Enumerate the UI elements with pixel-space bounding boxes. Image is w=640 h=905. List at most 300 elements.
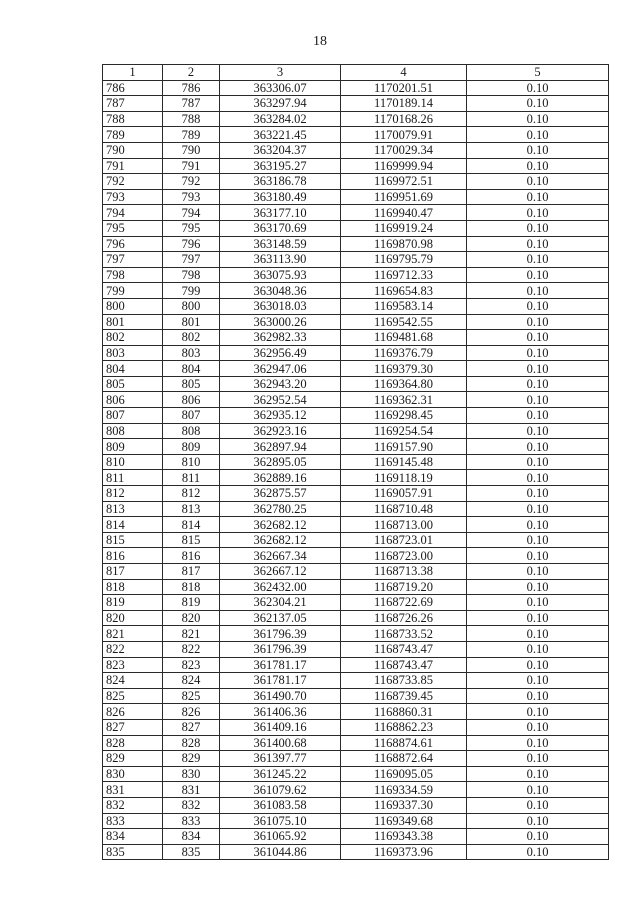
- table-cell: 821: [103, 626, 163, 642]
- table-cell: 362935.12: [220, 408, 341, 424]
- table-cell: 0.10: [467, 766, 609, 782]
- column-header: 3: [220, 65, 341, 81]
- table-cell: 812: [103, 486, 163, 502]
- table-cell: 801: [103, 314, 163, 330]
- table-cell: 1169095.05: [341, 766, 467, 782]
- table-cell: 796: [103, 236, 163, 252]
- table-cell: 825: [163, 688, 220, 704]
- table-cell: 829: [103, 751, 163, 767]
- table-row: [103, 439, 609, 455]
- table-cell: 810: [163, 454, 220, 470]
- table-row: [103, 205, 609, 221]
- table-cell: 830: [103, 766, 163, 782]
- table-cell: 363148.59: [220, 236, 341, 252]
- table-cell: 802: [163, 330, 220, 346]
- table-cell: 1168862.23: [341, 719, 467, 735]
- table-cell: 363204.37: [220, 142, 341, 158]
- table-row: [103, 797, 609, 813]
- table-cell: 361409.16: [220, 719, 341, 735]
- table-header-row: [103, 65, 609, 81]
- table-cell: 0.10: [467, 252, 609, 268]
- table-cell: 1168743.47: [341, 657, 467, 673]
- table-row: [103, 548, 609, 564]
- table-cell: 0.10: [467, 641, 609, 657]
- table-cell: 1168872.64: [341, 751, 467, 767]
- table-cell: 1168739.45: [341, 688, 467, 704]
- table-cell: 361781.17: [220, 673, 341, 689]
- table-cell: 0.10: [467, 298, 609, 314]
- table-row: [103, 80, 609, 96]
- table-cell: 813: [163, 501, 220, 517]
- table-cell: 362682.12: [220, 517, 341, 533]
- table-cell: 795: [163, 220, 220, 236]
- table-row: [103, 220, 609, 236]
- table-row: [103, 470, 609, 486]
- table-row: [103, 517, 609, 533]
- table-cell: 1168722.69: [341, 595, 467, 611]
- table-cell: 808: [163, 423, 220, 439]
- table-cell: 786: [163, 80, 220, 96]
- table-cell: 797: [103, 252, 163, 268]
- table-cell: 835: [163, 844, 220, 860]
- table-cell: 1169376.79: [341, 345, 467, 361]
- table-cell: 0.10: [467, 220, 609, 236]
- table-cell: 362432.00: [220, 579, 341, 595]
- table-cell: 1169481.68: [341, 330, 467, 346]
- table-cell: 362889.16: [220, 470, 341, 486]
- table-cell: 361781.17: [220, 657, 341, 673]
- table-cell: 820: [163, 610, 220, 626]
- table-cell: 1168726.26: [341, 610, 467, 626]
- table-cell: 834: [163, 829, 220, 845]
- table-cell: 792: [163, 174, 220, 190]
- table-cell: 362304.21: [220, 595, 341, 611]
- table-row: [103, 829, 609, 845]
- table-cell: 361065.92: [220, 829, 341, 845]
- table-cell: 787: [163, 96, 220, 112]
- table-row: [103, 330, 609, 346]
- table-cell: 1169337.30: [341, 797, 467, 813]
- table-cell: 0.10: [467, 314, 609, 330]
- table-cell: 362667.12: [220, 564, 341, 580]
- table-cell: 362943.20: [220, 376, 341, 392]
- table-cell: 794: [163, 205, 220, 221]
- table-cell: 1169919.24: [341, 220, 467, 236]
- table-cell: 803: [163, 345, 220, 361]
- table-cell: 0.10: [467, 501, 609, 517]
- table-cell: 361079.62: [220, 782, 341, 798]
- table-row: [103, 595, 609, 611]
- table-cell: 0.10: [467, 704, 609, 720]
- page-number: 18: [313, 34, 327, 49]
- table-cell: 0.10: [467, 626, 609, 642]
- table-cell: 362897.94: [220, 439, 341, 455]
- table-row: [103, 189, 609, 205]
- table-cell: 817: [103, 564, 163, 580]
- table-cell: 1168743.47: [341, 641, 467, 657]
- table-cell: 817: [163, 564, 220, 580]
- table-row: [103, 96, 609, 112]
- table-cell: 808: [103, 423, 163, 439]
- table-cell: 361245.22: [220, 766, 341, 782]
- table-cell: 793: [163, 189, 220, 205]
- table-cell: 1169157.90: [341, 439, 467, 455]
- table-cell: 799: [163, 283, 220, 299]
- table-cell: 1169362.31: [341, 392, 467, 408]
- table-cell: 788: [103, 111, 163, 127]
- table-cell: 361406.36: [220, 704, 341, 720]
- table-cell: 787: [103, 96, 163, 112]
- table-cell: 792: [103, 174, 163, 190]
- table-cell: 362875.57: [220, 486, 341, 502]
- table-cell: 809: [103, 439, 163, 455]
- table-row: [103, 626, 609, 642]
- table-cell: 829: [163, 751, 220, 767]
- table-cell: 361400.68: [220, 735, 341, 751]
- table-cell: 1169343.38: [341, 829, 467, 845]
- table-cell: 0.10: [467, 174, 609, 190]
- table-cell: 794: [103, 205, 163, 221]
- column-header: 1: [103, 65, 163, 81]
- table-cell: 1170189.14: [341, 96, 467, 112]
- table-cell: 362895.05: [220, 454, 341, 470]
- table-cell: 786: [103, 80, 163, 96]
- table-row: [103, 423, 609, 439]
- table-cell: 823: [163, 657, 220, 673]
- table-row: [103, 641, 609, 657]
- table-cell: 362780.25: [220, 501, 341, 517]
- table-cell: 0.10: [467, 267, 609, 283]
- table-cell: 0.10: [467, 595, 609, 611]
- table-cell: 1169349.68: [341, 813, 467, 829]
- table-row: [103, 111, 609, 127]
- table-cell: 0.10: [467, 392, 609, 408]
- table-cell: 805: [103, 376, 163, 392]
- table-cell: 1168723.01: [341, 532, 467, 548]
- table-row: [103, 283, 609, 299]
- table-cell: 363177.10: [220, 205, 341, 221]
- table-cell: 0.10: [467, 345, 609, 361]
- table-row: [103, 454, 609, 470]
- table-cell: 1169951.69: [341, 189, 467, 205]
- table-cell: 1169298.45: [341, 408, 467, 424]
- table-cell: 1169254.54: [341, 423, 467, 439]
- table-row: [103, 392, 609, 408]
- table-cell: 1169145.48: [341, 454, 467, 470]
- table-cell: 831: [163, 782, 220, 798]
- table-cell: 1169654.83: [341, 283, 467, 299]
- table-cell: 1168713.38: [341, 564, 467, 580]
- table-cell: 804: [103, 361, 163, 377]
- table-cell: 819: [163, 595, 220, 611]
- table-cell: 1168723.00: [341, 548, 467, 564]
- table-cell: 825: [103, 688, 163, 704]
- table-cell: 0.10: [467, 532, 609, 548]
- table-cell: 1169795.79: [341, 252, 467, 268]
- table-cell: 1169334.59: [341, 782, 467, 798]
- table-row: [103, 735, 609, 751]
- table-cell: 362137.05: [220, 610, 341, 626]
- table-cell: 791: [103, 158, 163, 174]
- table-row: [103, 610, 609, 626]
- table-cell: 798: [103, 267, 163, 283]
- table-row: [103, 142, 609, 158]
- table-cell: 0.10: [467, 610, 609, 626]
- table-cell: 0.10: [467, 673, 609, 689]
- table-cell: 827: [163, 719, 220, 735]
- table-row: [103, 408, 609, 424]
- table-cell: 361796.39: [220, 641, 341, 657]
- table-cell: 828: [163, 735, 220, 751]
- table-row: [103, 766, 609, 782]
- table-cell: 0.10: [467, 376, 609, 392]
- table-cell: 0.10: [467, 813, 609, 829]
- table-cell: 361397.77: [220, 751, 341, 767]
- table-cell: 0.10: [467, 96, 609, 112]
- table-cell: 824: [103, 673, 163, 689]
- table-cell: 363186.78: [220, 174, 341, 190]
- table-cell: 802: [103, 330, 163, 346]
- table-cell: 362947.06: [220, 361, 341, 377]
- table-row: [103, 361, 609, 377]
- table-cell: 800: [103, 298, 163, 314]
- table-row: [103, 564, 609, 580]
- table-cell: 0.10: [467, 657, 609, 673]
- table-cell: 803: [103, 345, 163, 361]
- table-cell: 1169940.47: [341, 205, 467, 221]
- table-cell: 0.10: [467, 439, 609, 455]
- column-header: 4: [341, 65, 467, 81]
- table-cell: 1169379.30: [341, 361, 467, 377]
- table-cell: 361796.39: [220, 626, 341, 642]
- table-cell: 805: [163, 376, 220, 392]
- table-cell: 795: [103, 220, 163, 236]
- table-cell: 1168710.48: [341, 501, 467, 517]
- table-cell: 363195.27: [220, 158, 341, 174]
- table-cell: 1168874.61: [341, 735, 467, 751]
- table-cell: 806: [163, 392, 220, 408]
- table-cell: 0.10: [467, 361, 609, 377]
- table-cell: 811: [103, 470, 163, 486]
- table-cell: 0.10: [467, 142, 609, 158]
- table-row: [103, 345, 609, 361]
- table-cell: 0.10: [467, 688, 609, 704]
- table-cell: 801: [163, 314, 220, 330]
- table-cell: 363284.02: [220, 111, 341, 127]
- table-cell: 361044.86: [220, 844, 341, 860]
- table-cell: 1169057.91: [341, 486, 467, 502]
- table-cell: 0.10: [467, 205, 609, 221]
- table-cell: 362952.54: [220, 392, 341, 408]
- table-cell: 811: [163, 470, 220, 486]
- table-row: [103, 252, 609, 268]
- table-row: [103, 813, 609, 829]
- table-cell: 0.10: [467, 189, 609, 205]
- table-cell: 363180.49: [220, 189, 341, 205]
- table-cell: 790: [163, 142, 220, 158]
- table-cell: 789: [103, 127, 163, 143]
- table-cell: 1169373.96: [341, 844, 467, 860]
- table-cell: 806: [103, 392, 163, 408]
- table-cell: 788: [163, 111, 220, 127]
- table-row: [103, 704, 609, 720]
- table-cell: 807: [163, 408, 220, 424]
- table-cell: 822: [163, 641, 220, 657]
- table-cell: 362923.16: [220, 423, 341, 439]
- table-cell: 804: [163, 361, 220, 377]
- table-cell: 363018.03: [220, 298, 341, 314]
- table-cell: 1169118.19: [341, 470, 467, 486]
- table-cell: 362682.12: [220, 532, 341, 548]
- table-row: [103, 486, 609, 502]
- table-cell: 830: [163, 766, 220, 782]
- table-row: [103, 844, 609, 860]
- table-cell: 0.10: [467, 564, 609, 580]
- table-cell: 0.10: [467, 283, 609, 299]
- table-cell: 828: [103, 735, 163, 751]
- table-cell: 363000.26: [220, 314, 341, 330]
- table-row: [103, 719, 609, 735]
- table-cell: 816: [103, 548, 163, 564]
- table-cell: 0.10: [467, 579, 609, 595]
- table-cell: 834: [103, 829, 163, 845]
- table-cell: 1170168.26: [341, 111, 467, 127]
- table-cell: 0.10: [467, 111, 609, 127]
- table-cell: 835: [103, 844, 163, 860]
- table-row: [103, 657, 609, 673]
- table-cell: 793: [103, 189, 163, 205]
- table-cell: 832: [103, 797, 163, 813]
- table-row: [103, 501, 609, 517]
- table-cell: 1168860.31: [341, 704, 467, 720]
- table-cell: 0.10: [467, 844, 609, 860]
- table-cell: 818: [163, 579, 220, 595]
- table-row: [103, 236, 609, 252]
- table-cell: 831: [103, 782, 163, 798]
- table-cell: 824: [163, 673, 220, 689]
- table-cell: 816: [163, 548, 220, 564]
- table-cell: 0.10: [467, 423, 609, 439]
- table-cell: 832: [163, 797, 220, 813]
- table-row: [103, 127, 609, 143]
- table-cell: 0.10: [467, 548, 609, 564]
- table-cell: 363221.45: [220, 127, 341, 143]
- table-cell: 0.10: [467, 330, 609, 346]
- table-cell: 820: [103, 610, 163, 626]
- table-cell: 1170201.51: [341, 80, 467, 96]
- table-cell: 361075.10: [220, 813, 341, 829]
- table-cell: 799: [103, 283, 163, 299]
- table-cell: 815: [163, 532, 220, 548]
- table-cell: 821: [163, 626, 220, 642]
- table-row: [103, 174, 609, 190]
- table-row: [103, 532, 609, 548]
- table-cell: 0.10: [467, 735, 609, 751]
- table-cell: 809: [163, 439, 220, 455]
- table-cell: 815: [103, 532, 163, 548]
- table-cell: 363113.90: [220, 252, 341, 268]
- table-cell: 1169583.14: [341, 298, 467, 314]
- table-cell: 362982.33: [220, 330, 341, 346]
- table-cell: 363170.69: [220, 220, 341, 236]
- table-row: [103, 782, 609, 798]
- table-cell: 819: [103, 595, 163, 611]
- table-row: [103, 298, 609, 314]
- table-cell: 827: [103, 719, 163, 735]
- coordinates-table: [102, 64, 609, 860]
- table-cell: 833: [103, 813, 163, 829]
- table-cell: 363075.93: [220, 267, 341, 283]
- table-cell: 822: [103, 641, 163, 657]
- table-cell: 1170079.91: [341, 127, 467, 143]
- table-cell: 798: [163, 267, 220, 283]
- table-cell: 797: [163, 252, 220, 268]
- table-cell: 0.10: [467, 454, 609, 470]
- table-cell: 0.10: [467, 782, 609, 798]
- table-row: [103, 688, 609, 704]
- table-cell: 0.10: [467, 470, 609, 486]
- table-cell: 826: [163, 704, 220, 720]
- table-row: [103, 751, 609, 767]
- table-cell: 1170029.34: [341, 142, 467, 158]
- table-cell: 796: [163, 236, 220, 252]
- table-cell: 0.10: [467, 127, 609, 143]
- table-cell: 1169542.55: [341, 314, 467, 330]
- table-cell: 1169999.94: [341, 158, 467, 174]
- table-cell: 800: [163, 298, 220, 314]
- table-cell: 813: [103, 501, 163, 517]
- table-cell: 362667.34: [220, 548, 341, 564]
- table-cell: 810: [103, 454, 163, 470]
- table-cell: 789: [163, 127, 220, 143]
- table-cell: 0.10: [467, 751, 609, 767]
- table-cell: 833: [163, 813, 220, 829]
- table-row: [103, 376, 609, 392]
- table-body: [103, 80, 609, 860]
- table-cell: 1169364.80: [341, 376, 467, 392]
- table-cell: 0.10: [467, 829, 609, 845]
- table-cell: 0.10: [467, 80, 609, 96]
- table-cell: 361083.58: [220, 797, 341, 813]
- table-row: [103, 673, 609, 689]
- table-row: [103, 579, 609, 595]
- table-cell: 814: [163, 517, 220, 533]
- table-cell: 814: [103, 517, 163, 533]
- table-cell: 363048.36: [220, 283, 341, 299]
- table-cell: 361490.70: [220, 688, 341, 704]
- table-cell: 823: [103, 657, 163, 673]
- table-cell: 1169870.98: [341, 236, 467, 252]
- table-cell: 0.10: [467, 408, 609, 424]
- table-cell: 0.10: [467, 236, 609, 252]
- table-cell: 1169972.51: [341, 174, 467, 190]
- table-cell: 0.10: [467, 719, 609, 735]
- table-cell: 0.10: [467, 486, 609, 502]
- table-cell: 807: [103, 408, 163, 424]
- table-cell: 0.10: [467, 158, 609, 174]
- table-row: [103, 158, 609, 174]
- table-row: [103, 267, 609, 283]
- table-cell: 812: [163, 486, 220, 502]
- table-cell: 818: [103, 579, 163, 595]
- table-cell: 363306.07: [220, 80, 341, 96]
- table-cell: 826: [103, 704, 163, 720]
- table-cell: 1168733.85: [341, 673, 467, 689]
- table-cell: 790: [103, 142, 163, 158]
- table-cell: 1168719.20: [341, 579, 467, 595]
- table-cell: 1168713.00: [341, 517, 467, 533]
- table-cell: 362956.49: [220, 345, 341, 361]
